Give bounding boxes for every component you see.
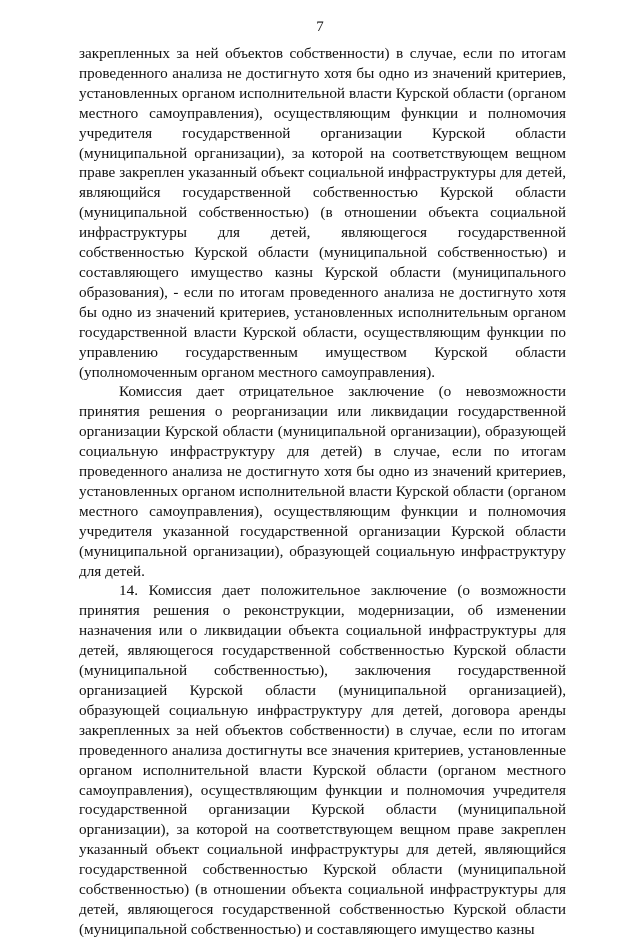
paragraph-negative-conclusion: Комиссия дает отрицательное заключение (о невозможности принятия решения о реорганизации или ликвидации государственной организации Курской области (муниципальной организации), образующей социальную инфраструктуру для детей) в случае, если по итогам проведенного анализа не достигнуто хотя бы одно из значений критериев, установленных органом исполнительной власти Курской области (органом местного самоуправления), осуществляющим функции и полномочия учредителя указанной государственной организации Курской области (муниципальной организации), образующей социальную инфраструктуру для детей. [79,383,566,580]
paragraph-continuation: закрепленных за ней объектов собственности) в случае, если по итогам проведенного анализа не достигнуто хотя бы одно из значений критериев, установленных органом исполнительной власти Курской области (органом местного самоуправления), осуществляющим функции и полномочия учредителя государственной организации Курской области (муниципальной организации), за которой на соответствующем вещном праве закреплен указанный объект социальной инфраструктуры для детей, являющийся государственной собственностью Курской области (муниципальной собственностью) (в отношении объекта социальной инфраструктуры для детей, являющегося государственной собственностью Курской области (муниципальной собственностью) и составляющего имущество казны Курской области (муниципального образования), - если по итогам проведенного анализа не достигнуто хотя бы одно из значений критериев, установленных исполнительным органом государственной власти Курской области, осуществляющим функции по управлению государственным имуществом Курской области (уполномоченным органом местного самоуправления). [79,45,566,381]
document-body [79,44,566,940]
paragraph-item-14: 14. Комиссия дает положительное заключение (о возможности принятия решения о реконструкции, модернизации, об изменении назначения или о ликвидации объекта социальной инфраструктуры для детей, являющегося государственной собственностью Курской области (муниципальной собственностью), заключения государственной организацией Курской области (муниципальной организацией), образующей социальную инфраструктуру для детей, договора аренды закрепленных за ней объектов собственности) в случае, если по итогам проведенного анализа достигнуты все значения критериев, установленные органом исполнительной власти Курской области (органом местного самоуправления), осуществляющим функции и полномочия учредителя государственной организации Курской области (муниципальной организации), за которой на соответствующем вещном праве закреплен указанный объект социальной инфраструктуры для детей, являющийся государственной собственностью Курской области (муниципальной собственностью) (в отношении объекта социальной инфраструктуры для детей, являющегося государственной собственностью Курской области (муниципальной собственностью) и составляющего имущество казны [79,582,566,938]
page-number: 7 [316,19,324,35]
